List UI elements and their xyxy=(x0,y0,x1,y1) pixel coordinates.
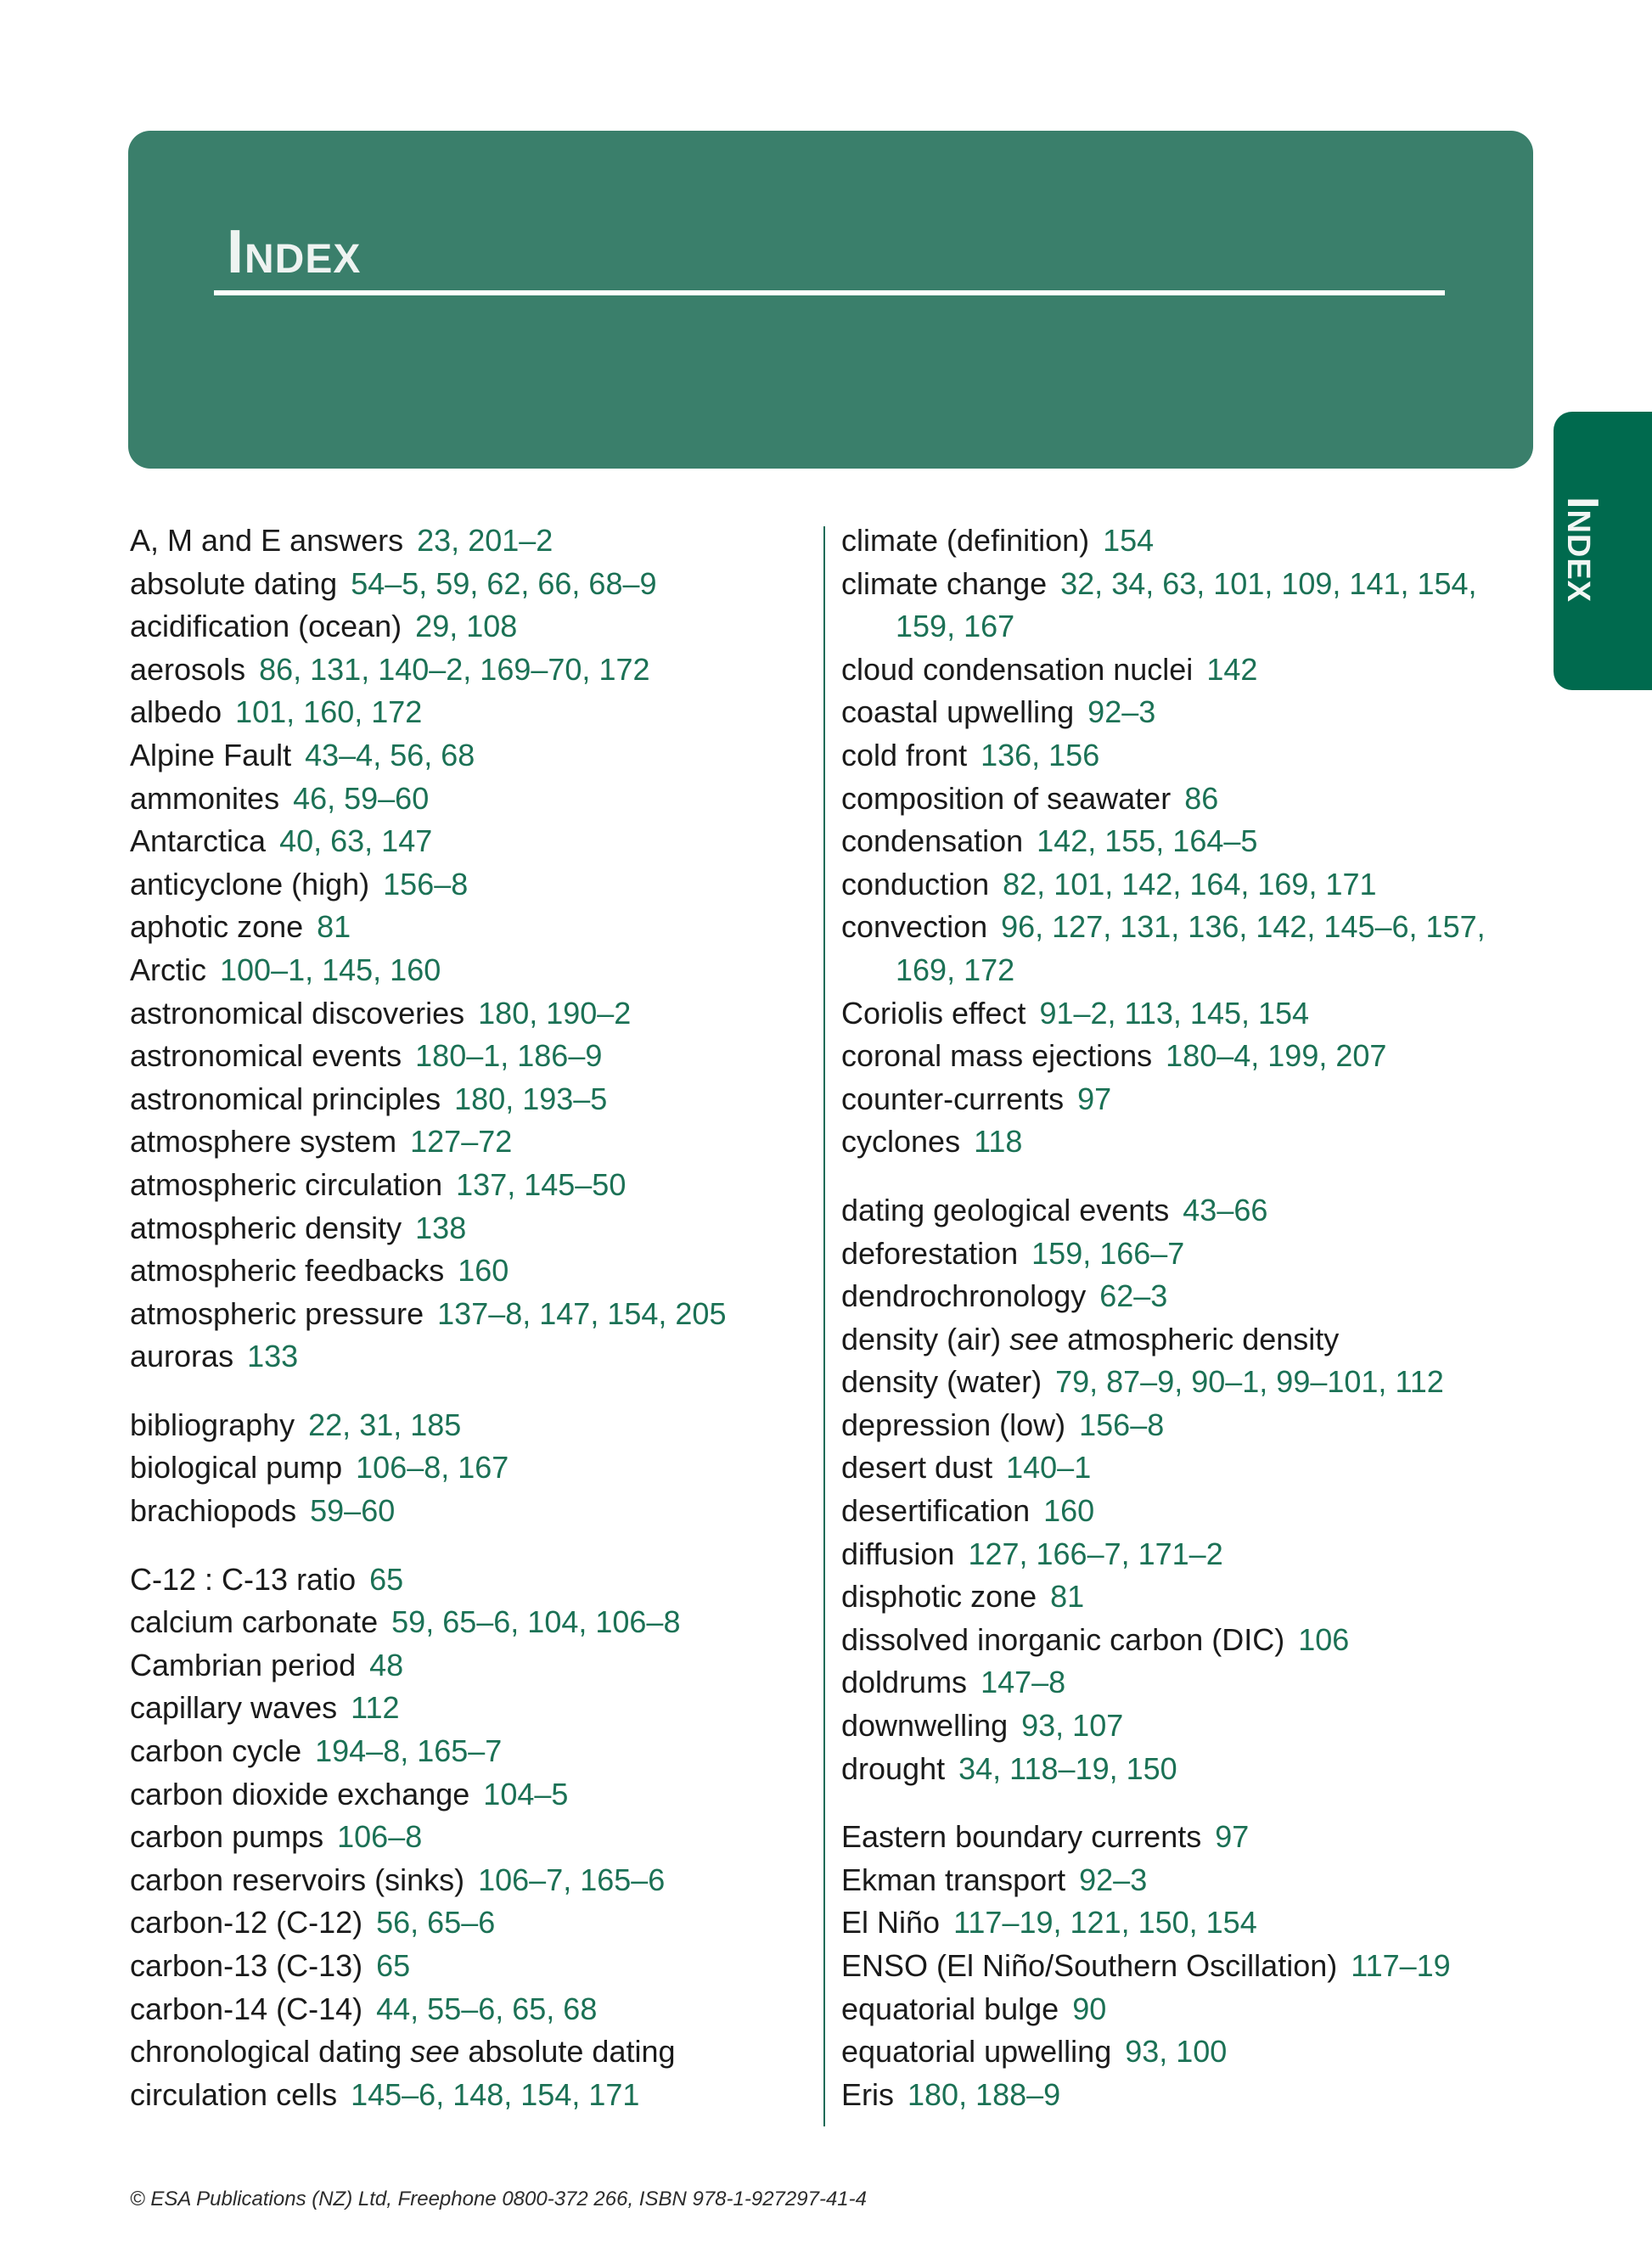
page-references[interactable]: 40, 63, 147 xyxy=(279,823,433,859)
index-term: Ekman transport xyxy=(841,1862,1066,1897)
page-references[interactable]: 43–4, 56, 68 xyxy=(305,737,475,772)
page-references[interactable]: 48 xyxy=(369,1647,404,1682)
index-entry xyxy=(841,1901,1520,1945)
page-references[interactable]: 142 xyxy=(1206,651,1258,687)
index-term: astronomical discoveries xyxy=(130,995,465,1031)
index-entry xyxy=(841,1446,1520,1490)
index-term: absolute dating xyxy=(130,565,338,601)
page-references[interactable]: 62–3 xyxy=(1099,1278,1168,1314)
page-references[interactable]: 112 xyxy=(351,1690,400,1726)
page-references[interactable]: 92–3 xyxy=(1087,694,1156,730)
index-letter-group xyxy=(130,520,801,1379)
page-references[interactable]: 92–3 xyxy=(1079,1862,1148,1897)
index-term: acidification (ocean) xyxy=(130,609,402,644)
index-term: circulation cells xyxy=(130,2076,338,2112)
index-term: ENSO (El Niño/Southern Oscillation) xyxy=(841,1948,1338,1983)
index-entry xyxy=(130,1250,801,1293)
page-references[interactable]: 23, 201–2 xyxy=(417,523,553,558)
page-references[interactable]: 117–19 xyxy=(1351,1948,1451,1983)
page-references[interactable]: 81 xyxy=(317,909,351,945)
index-letter-group xyxy=(130,1404,801,1533)
page-references[interactable]: 127, 166–7, 171–2 xyxy=(968,1536,1223,1571)
index-term: calcium carbonate xyxy=(130,1604,379,1640)
index-entry xyxy=(841,1318,1520,1362)
page-references[interactable]: 82, 101, 142, 164, 169, 171 xyxy=(1003,866,1377,902)
index-entry xyxy=(130,949,801,992)
index-term: composition of seawater xyxy=(841,780,1172,816)
index-term: atmospheric density xyxy=(130,1210,402,1245)
index-term: doldrums xyxy=(841,1665,968,1700)
index-letter-group xyxy=(841,1816,1520,2116)
page-references[interactable]: 56, 65–6 xyxy=(376,1905,496,1941)
index-term: equatorial bulge xyxy=(841,1991,1059,2026)
index-entry xyxy=(841,1533,1520,1576)
index-entry xyxy=(130,1164,801,1207)
index-entry xyxy=(841,1035,1520,1078)
index-entry xyxy=(130,1078,801,1121)
index-term: aerosols xyxy=(130,651,246,687)
page-references[interactable]: 140–1 xyxy=(1006,1450,1092,1486)
index-term: carbon pumps xyxy=(130,1819,324,1855)
index-entry xyxy=(130,1730,801,1773)
index-term: density (water) xyxy=(841,1364,1042,1400)
index-entry xyxy=(130,1404,801,1447)
index-term: carbon cycle xyxy=(130,1733,302,1769)
index-term: C-12 : C-13 ratio xyxy=(130,1561,357,1597)
page-references[interactable]: 156–8 xyxy=(383,866,469,902)
page-references[interactable]: 91–2, 113, 145, 154 xyxy=(1039,995,1310,1031)
page-references[interactable]: 104–5 xyxy=(483,1776,569,1811)
index-term: convection xyxy=(841,909,988,945)
column-divider xyxy=(823,526,825,2126)
index-term: dating geological events xyxy=(841,1192,1170,1227)
index-entry xyxy=(841,1576,1520,1619)
index-term: carbon-13 (C-13) xyxy=(130,1948,363,1983)
index-term: disphotic zone xyxy=(841,1579,1037,1615)
index-term: albedo xyxy=(130,694,222,730)
index-term: cold front xyxy=(841,737,968,772)
index-letter-group xyxy=(841,520,1520,1164)
index-term: conduction xyxy=(841,866,990,902)
index-entry xyxy=(130,1901,801,1945)
index-entry xyxy=(130,1945,801,1988)
page-references[interactable]: 145–6, 148, 154, 171 xyxy=(351,2076,640,2112)
page-references[interactable]: 81 xyxy=(1050,1579,1085,1615)
page-references[interactable]: 106–8, 167 xyxy=(356,1450,509,1486)
page-references[interactable]: 93, 100 xyxy=(1125,2034,1228,2070)
index-term: Arctic xyxy=(130,952,206,987)
page-references[interactable]: 93, 107 xyxy=(1021,1708,1124,1744)
page-references[interactable]: 100–1, 145, 160 xyxy=(220,952,441,987)
index-term: Alpine Fault xyxy=(130,737,292,772)
index-entry xyxy=(841,1748,1520,1791)
index-banner xyxy=(128,131,1533,469)
page-references[interactable]: 86 xyxy=(1184,780,1219,816)
index-entry xyxy=(841,1233,1520,1276)
page-title-rest: NDEX xyxy=(244,237,362,282)
index-entry xyxy=(130,1687,801,1730)
page-references[interactable]: 59–60 xyxy=(310,1493,396,1529)
index-entry xyxy=(841,520,1520,563)
index-term: climate (definition) xyxy=(841,523,1090,558)
index-entry xyxy=(130,1035,801,1078)
side-tab-label-initial: I xyxy=(1558,497,1607,510)
page-references[interactable]: 127–72 xyxy=(410,1124,513,1160)
page-references[interactable]: 65 xyxy=(376,1948,411,1983)
index-entry xyxy=(130,520,801,563)
index-entry xyxy=(130,563,801,606)
page-references[interactable]: 117–19, 121, 150, 154 xyxy=(953,1905,1257,1941)
index-entry xyxy=(841,2074,1520,2117)
index-entry xyxy=(841,649,1520,692)
index-entry xyxy=(841,863,1520,907)
index-term: carbon reservoirs (sinks) xyxy=(130,1862,465,1897)
index-term: atmospheric circulation xyxy=(130,1166,443,1202)
index-entry xyxy=(130,1335,801,1379)
page-references[interactable]: 59, 65–6, 104, 106–8 xyxy=(391,1604,681,1640)
page-title xyxy=(227,217,361,287)
index-entry xyxy=(841,1988,1520,2031)
index-term: counter-currents xyxy=(841,1081,1065,1116)
index-term: anticyclone (high) xyxy=(130,866,370,902)
index-term: equatorial upwelling xyxy=(841,2034,1112,2070)
page-references[interactable]: 180–4, 199, 207 xyxy=(1166,1038,1387,1074)
index-entry xyxy=(130,691,801,734)
page-references[interactable]: 86, 131, 140–2, 169–70, 172 xyxy=(259,651,650,687)
index-entry xyxy=(130,605,801,649)
index-entry xyxy=(841,1189,1520,1233)
index-entry xyxy=(130,1988,801,2031)
page-references[interactable]: 65 xyxy=(369,1561,404,1597)
page-references[interactable]: 44, 55–6, 65, 68 xyxy=(376,1991,598,2026)
index-term: chronological dating xyxy=(130,2034,402,2070)
page-references[interactable]: 90 xyxy=(1072,1991,1107,2026)
index-term: bibliography xyxy=(130,1407,295,1442)
page-references[interactable]: 97 xyxy=(1077,1081,1112,1116)
index-entry xyxy=(841,691,1520,734)
index-term: Cambrian period xyxy=(130,1647,357,1682)
index-term: ammonites xyxy=(130,780,280,816)
page-references[interactable]: 180–1, 186–9 xyxy=(415,1038,603,1074)
index-term: coastal upwelling xyxy=(841,694,1075,730)
index-term: Coriolis effect xyxy=(841,995,1026,1031)
index-entry xyxy=(841,1619,1520,1662)
index-entry xyxy=(130,649,801,692)
index-term: drought xyxy=(841,1750,946,1786)
page-references[interactable]: 136, 156 xyxy=(981,737,1100,772)
index-term: depression (low) xyxy=(841,1407,1066,1442)
index-term: atmospheric feedbacks xyxy=(130,1253,445,1289)
see-reference-target[interactable]: atmospheric density xyxy=(1067,1321,1340,1356)
index-term: atmospheric pressure xyxy=(130,1295,424,1331)
index-term: carbon-12 (C-12) xyxy=(130,1905,363,1941)
index-term: aphotic zone xyxy=(130,909,304,945)
index-term: desert dust xyxy=(841,1450,993,1486)
index-column-right xyxy=(841,520,1520,2142)
index-entry xyxy=(841,1275,1520,1318)
index-entry xyxy=(130,906,801,949)
page-references[interactable]: 34, 118–19, 150 xyxy=(958,1750,1177,1786)
index-entry xyxy=(841,992,1520,1036)
index-term: dissolved inorganic carbon (DIC) xyxy=(841,1621,1285,1657)
index-term: desertification xyxy=(841,1493,1031,1529)
page-references[interactable]: 106–8 xyxy=(337,1819,423,1855)
page-references[interactable]: 156–8 xyxy=(1079,1407,1165,1442)
index-entry xyxy=(841,1705,1520,1748)
page-references[interactable]: 101, 160, 172 xyxy=(235,694,423,730)
index-term: coronal mass ejections xyxy=(841,1038,1153,1074)
page-references[interactable]: 159, 166–7 xyxy=(1031,1235,1185,1271)
index-term: El Niño xyxy=(841,1905,941,1941)
index-entry xyxy=(130,2074,801,2117)
index-entry xyxy=(130,1816,801,1859)
page-references[interactable]: 138 xyxy=(415,1210,467,1245)
index-entry xyxy=(130,1559,801,1602)
index-term: Eastern boundary currents xyxy=(841,1819,1202,1855)
index-term: A, M and E answers xyxy=(130,523,404,558)
index-entry xyxy=(841,1945,1520,1988)
page-references[interactable]: 106–7, 165–6 xyxy=(478,1862,666,1897)
index-entry xyxy=(841,2031,1520,2074)
page-references[interactable]: 137–8, 147, 154, 205 xyxy=(437,1295,727,1331)
index-term: cyclones xyxy=(841,1124,961,1160)
page-references[interactable]: 194–8, 165–7 xyxy=(315,1733,503,1769)
index-term: carbon dioxide exchange xyxy=(130,1776,470,1811)
side-tab-label-rest: NDEX xyxy=(1560,509,1596,604)
index-entry xyxy=(841,1490,1520,1533)
index-letter-group xyxy=(130,1559,801,2117)
index-entry xyxy=(841,1661,1520,1705)
index-term: Antarctica xyxy=(130,823,267,859)
page-references[interactable]: 118 xyxy=(974,1124,1023,1160)
page-references[interactable]: 54–5, 59, 62, 66, 68–9 xyxy=(351,565,657,601)
index-term: density (air) xyxy=(841,1321,1002,1356)
index-entry xyxy=(841,1078,1520,1121)
side-tab-label xyxy=(1557,497,1608,603)
index-entry xyxy=(130,1601,801,1644)
page-references[interactable]: 79, 87–9, 90–1, 99–101, 112 xyxy=(1055,1364,1444,1400)
page-references[interactable]: 137, 145–50 xyxy=(456,1166,627,1202)
page-references[interactable]: 160 xyxy=(1043,1493,1095,1529)
index-entry xyxy=(841,563,1520,649)
index-entry xyxy=(841,1859,1520,1902)
see-reference-keyword: see xyxy=(410,2034,460,2070)
index-term: cloud condensation nuclei xyxy=(841,651,1194,687)
index-entry xyxy=(130,778,801,821)
page-references[interactable]: 180, 188–9 xyxy=(907,2076,1061,2112)
index-term: biological pump xyxy=(130,1450,343,1486)
index-term: climate change xyxy=(841,565,1048,601)
index-term: downwelling xyxy=(841,1708,1009,1744)
page-references[interactable]: 154 xyxy=(1103,523,1155,558)
index-term: Eris xyxy=(841,2076,894,2112)
copyright-footer: © ESA Publications (NZ) Ltd, Freephone 0800-372 266, ISBN 978-1-927297-41-4 xyxy=(130,2188,867,2210)
index-entry xyxy=(841,734,1520,778)
index-letter-group xyxy=(841,1189,1520,1790)
index-entry xyxy=(130,1293,801,1336)
index-entry xyxy=(130,2031,801,2074)
see-reference-target[interactable]: absolute dating xyxy=(468,2034,676,2070)
index-term: astronomical events xyxy=(130,1038,402,1074)
page-references[interactable]: 22, 31, 185 xyxy=(308,1407,462,1442)
index-entry xyxy=(130,1773,801,1817)
index-entry xyxy=(130,1121,801,1164)
title-underline xyxy=(214,290,1445,295)
index-term: deforestation xyxy=(841,1235,1019,1271)
index-entry xyxy=(841,778,1520,821)
page-references[interactable]: 96, 127, 131, 136, 142, 145–6, 157, 169, 172 xyxy=(896,909,1486,987)
index-side-tab[interactable] xyxy=(1554,412,1652,690)
index-entry xyxy=(841,1404,1520,1447)
page-references[interactable]: 133 xyxy=(247,1339,299,1374)
page-references[interactable]: 46, 59–60 xyxy=(293,780,430,816)
index-term: diffusion xyxy=(841,1536,955,1571)
see-reference-keyword: see xyxy=(1009,1321,1059,1356)
index-term: capillary waves xyxy=(130,1690,338,1726)
page-title-initial: I xyxy=(227,218,245,286)
index-entry xyxy=(841,906,1520,991)
index-entry xyxy=(130,1207,801,1250)
page-references[interactable]: 180, 193–5 xyxy=(454,1081,608,1116)
index-entry xyxy=(130,820,801,863)
page-references[interactable]: 142, 155, 164–5 xyxy=(1037,823,1258,859)
index-entry xyxy=(841,1361,1520,1404)
page-references[interactable]: 43–66 xyxy=(1183,1192,1268,1227)
index-entry xyxy=(130,863,801,907)
index-term: brachiopods xyxy=(130,1493,297,1529)
page-references[interactable]: 32, 34, 63, 101, 109, 141, 154, 159, 167 xyxy=(896,565,1477,644)
index-term: atmosphere system xyxy=(130,1124,397,1160)
page-references[interactable]: 106 xyxy=(1298,1621,1350,1657)
index-entry xyxy=(841,1121,1520,1164)
index-entry xyxy=(130,1859,801,1902)
index-term: carbon-14 (C-14) xyxy=(130,1991,363,2026)
index-entry xyxy=(130,734,801,778)
index-term: astronomical principles xyxy=(130,1081,441,1116)
index-term: condensation xyxy=(841,823,1024,859)
page-references[interactable]: 180, 190–2 xyxy=(478,995,632,1031)
index-term: dendrochronology xyxy=(841,1278,1087,1314)
page-references[interactable]: 147–8 xyxy=(981,1665,1066,1700)
index-entry xyxy=(841,1816,1520,1859)
index-entry xyxy=(130,992,801,1036)
page-references[interactable]: 97 xyxy=(1215,1819,1250,1855)
page-references[interactable]: 160 xyxy=(458,1253,509,1289)
index-entry xyxy=(130,1446,801,1490)
index-column-left xyxy=(130,520,801,2142)
index-entry xyxy=(130,1644,801,1688)
index-entry xyxy=(130,1490,801,1533)
index-entry xyxy=(841,820,1520,863)
index-term: auroras xyxy=(130,1339,234,1374)
page-references[interactable]: 29, 108 xyxy=(415,609,518,644)
